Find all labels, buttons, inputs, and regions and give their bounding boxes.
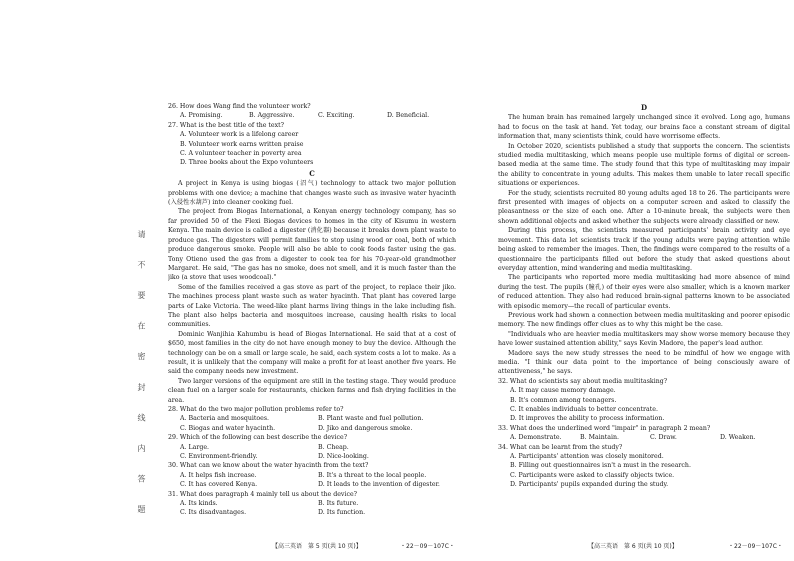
passage-c-paragraph-3: Some of the families received a gas stove as part of the project, to replace their jiko. The machines process plant waste such as water hyacinth. That plant has covered large parts of Lake Victoria. The weed-like plant harms living things in the lake including fish. The plant also helps bacteria and mosquitoes increase, causing health risks to local communities. <box>168 283 456 329</box>
passage-d-heading: D <box>640 103 648 112</box>
q31-options-row-2 <box>168 508 456 517</box>
passage-d-paragraph-1: The human brain has remained largely unchanged since it evolved. Long ago, humans had to focus on the task at hand. Yet today, our brains face a constant stream of digital information that, many scientists think, could have worrisome effects. <box>498 114 790 141</box>
q32-option-c: C. It enables individuals to better concentrate. <box>510 406 658 413</box>
question-28-stem: 28. What do the two major pollution problems refer to? <box>168 406 344 413</box>
q27-option-c: C. A volunteer teacher in poverty area <box>180 150 302 158</box>
question-32-stem: 32. What do scientists say about media multitasking? <box>498 377 668 385</box>
q26-option-a: A. Promising. <box>180 112 223 120</box>
q31-option-b: B. Its future. <box>318 500 359 508</box>
right-page-number: 【高三英语 第 6 页(共 10 页)】 <box>588 543 678 550</box>
q29-options-row-1 <box>168 443 456 452</box>
passage-c-paragraph-1: A project in Kenya is using biogas (沼气) technology to attack two major pollution problems with one device; a machine that changes waste such as invasive water hyacinth (入侵性水葫芦) into cleaner cooking fuel. <box>168 180 456 207</box>
question-29-stem: 29. Which of the following can best describe the device? <box>168 434 348 442</box>
left-page-code: ・22－09－107C・ <box>400 543 455 550</box>
q30-options-row-2 <box>168 480 456 489</box>
question-27-stem: 27. What is the best title of the text? <box>168 121 285 129</box>
passage-c-heading: C <box>309 168 315 178</box>
q26-option-d: D. Beneficial. <box>387 112 430 120</box>
q34-option-a: A. Participants' attention was closely monitored. <box>510 453 664 461</box>
passage-d-paragraph-8: Madore says the new study stresses the need to be mindful of how we engage with media. "I think our data point to the importance of being consciously aware of attentiveness," he says. <box>498 349 790 376</box>
q28-option-c: C. Biogas and water hyacinth. <box>180 424 276 432</box>
q27-option-b: B. Volunteer work earns written praise <box>180 140 304 148</box>
question-26-options <box>168 111 456 120</box>
q28-option-a: A. Bacteria and mosquitoes. <box>180 415 270 423</box>
q30-option-a: A. It helps fish increase. <box>180 471 257 479</box>
passage-d-paragraph-6: Previous work had shown a connection between media multitasking and poorer episodic memory. The new findings offer clues as to why this might be the case. <box>498 311 790 329</box>
seal-line-notice: 请 不 要 在 密 封 线 内 答 题 <box>137 230 146 523</box>
passage-c-paragraph-2: The project from Biogas International, a Kenyan energy technology company, has so far provided 50 of the Flexi Biogas devices to homes in the city of Kisumu in western Kenya. The main device is called a digester (消化器) because it breaks down plant waste to produce gas. The digesters will permit families to stop using wood or coal, both of which produce dangerous smoke. People will also be able to cook foods faster using the gas. Tony Otieno used the gas from a digester to cook tea for his 70-year-old grandmother Margaret. He said, "The gas has no smoke, does not smell, and it is much faster than the jiko (a stove that uses woodcoal)." <box>168 208 456 282</box>
q29-option-d: D. Nice-looking. <box>318 453 369 461</box>
passage-d-paragraph-5: The participants who reported more media multitasking had more absence of mind during the test. The pupils (瞳孔) of their eyes were also smaller, which is a known marker of reduced attention. They also had reduced brain-signal patterns known to be associated with episodic memory—the recall of particular events. <box>498 274 790 310</box>
passage-d-paragraph-3: For the study, scientists recruited 80 young adults aged 18 to 26. The participants were first presented with images of objects on a computer screen and asked to classify the pleasantness or the size of each one. After a 10-minute break, the subjects were then shown additional objects and asked whether the subjects were already classified or new. <box>498 189 790 225</box>
q31-option-a: A. Its kinds. <box>180 500 218 508</box>
right-page-code: ・22－09－107C・ <box>728 543 783 550</box>
q31-options-row-1 <box>168 499 456 508</box>
passage-d-paragraph-2: In October 2020, scientists published a study that supports the concern. The scientists studied media multitasking, which means people use multiple forms of digital or screen-based media at the same time. The study found that this type of multitasking may impair the ability to concentrate in young adults. This makes them unable to later recall specific situations or experiences. <box>498 142 790 188</box>
q30-options-row-1 <box>168 471 456 480</box>
question-30-stem: 30. What can we know about the water hyacinth from the text? <box>168 462 369 470</box>
question-34-stem: 34. What can be learnt from the study? <box>498 443 623 451</box>
q29-option-c: C. Environment-friendly. <box>180 453 258 461</box>
q32-option-d: D. It improves the ability to process information. <box>510 415 665 423</box>
q32-option-b: B. It's common among teenagers. <box>510 396 617 404</box>
q29-option-a: A. Large. <box>180 443 210 451</box>
q27-option-d: D. Three books about the Expo volunteers <box>180 159 314 167</box>
q30-option-d: D. It leads to the invention of digester. <box>318 481 440 489</box>
q33-option-b: B. Maintain. <box>580 434 619 442</box>
question-33-stem: 33. What does the underlined word "impair" in paragraph 2 mean? <box>498 424 711 432</box>
q28-options-row-2 <box>168 424 456 433</box>
q26-option-b: B. Aggressive. <box>249 112 295 120</box>
q26-option-c: C. Exciting. <box>318 112 355 120</box>
q34-option-b: B. Filling out questionnaires isn't a must in the research. <box>510 462 691 470</box>
q34-option-c: C. Participants were asked to classify objects twice. <box>510 471 675 479</box>
q32-option-a: A. It may cause memory damage. <box>510 387 616 395</box>
question-33-options <box>498 433 790 442</box>
passage-c-paragraph-4: Dominic Wanjihia Kahumbu is head of Biogas International. He said that at a cost of $650, most families in the city do not have enough money to buy the device. Although the technology can be on a small or large scale, he said, each system costs a lot to make. As a result, it is unlikely that the company will make a profit for at least another five years. He said the company needs new investment. <box>168 330 456 376</box>
passage-d-paragraph-4: During this process, the scientists measured participants' brain activity and eye movement. This data let scientists track if the young adults were paying attention while being asked to remember the images. Then, the findings were compared to the results of a questionnaire the participants filled out before the study that asked questions about everyday attention, mind wandering and media multitasking. <box>498 227 790 272</box>
q31-option-d: D. Its function. <box>318 509 366 517</box>
q29-options-row-2 <box>168 452 456 461</box>
q34-option-d: D. Participants' pupils expanded during the study. <box>510 481 669 489</box>
q33-option-c: C. Draw. <box>650 434 677 442</box>
question-31-stem: 31. What does paragraph 4 mainly tell us about the device? <box>168 490 358 498</box>
left-page-number: 【高三英语 第 5 页(共 10 页)】 <box>272 543 362 550</box>
q33-option-d: D. Weaken. <box>720 434 756 442</box>
right-page-column <box>498 102 790 542</box>
q28-option-b: B. Plant waste and fuel pollution. <box>318 415 424 423</box>
q28-option-d: D. Jiko and dangerous smoke. <box>318 424 413 432</box>
q30-option-b: B. It's a threat to the local people. <box>318 471 427 479</box>
q33-option-a: A. Demonstrate. <box>510 434 562 442</box>
q30-option-c: C. It has covered Kenya. <box>180 481 258 489</box>
passage-d-paragraph-7: "Individuals who are heavier media multitaskers may show worse memory because they have lower sustained attention ability," says Kevin Madore, the paper's lead author. <box>498 330 790 348</box>
q29-option-b: B. Cheap. <box>318 443 349 451</box>
question-26-stem: 26. How does Wang find the volunteer work? <box>168 103 311 110</box>
q27-option-a: A. Volunteer work is a lifelong career <box>180 131 299 139</box>
q28-options-row-1 <box>168 414 456 423</box>
q31-option-c: C. Its disadvantages. <box>180 509 247 517</box>
left-page-column <box>168 102 456 542</box>
passage-c-paragraph-5: Two larger versions of the equipment are still in the testing stage. They would produce clean fuel on a larger scale for restaurants, chicken farms and fish drying facilities in the area. <box>168 377 456 404</box>
